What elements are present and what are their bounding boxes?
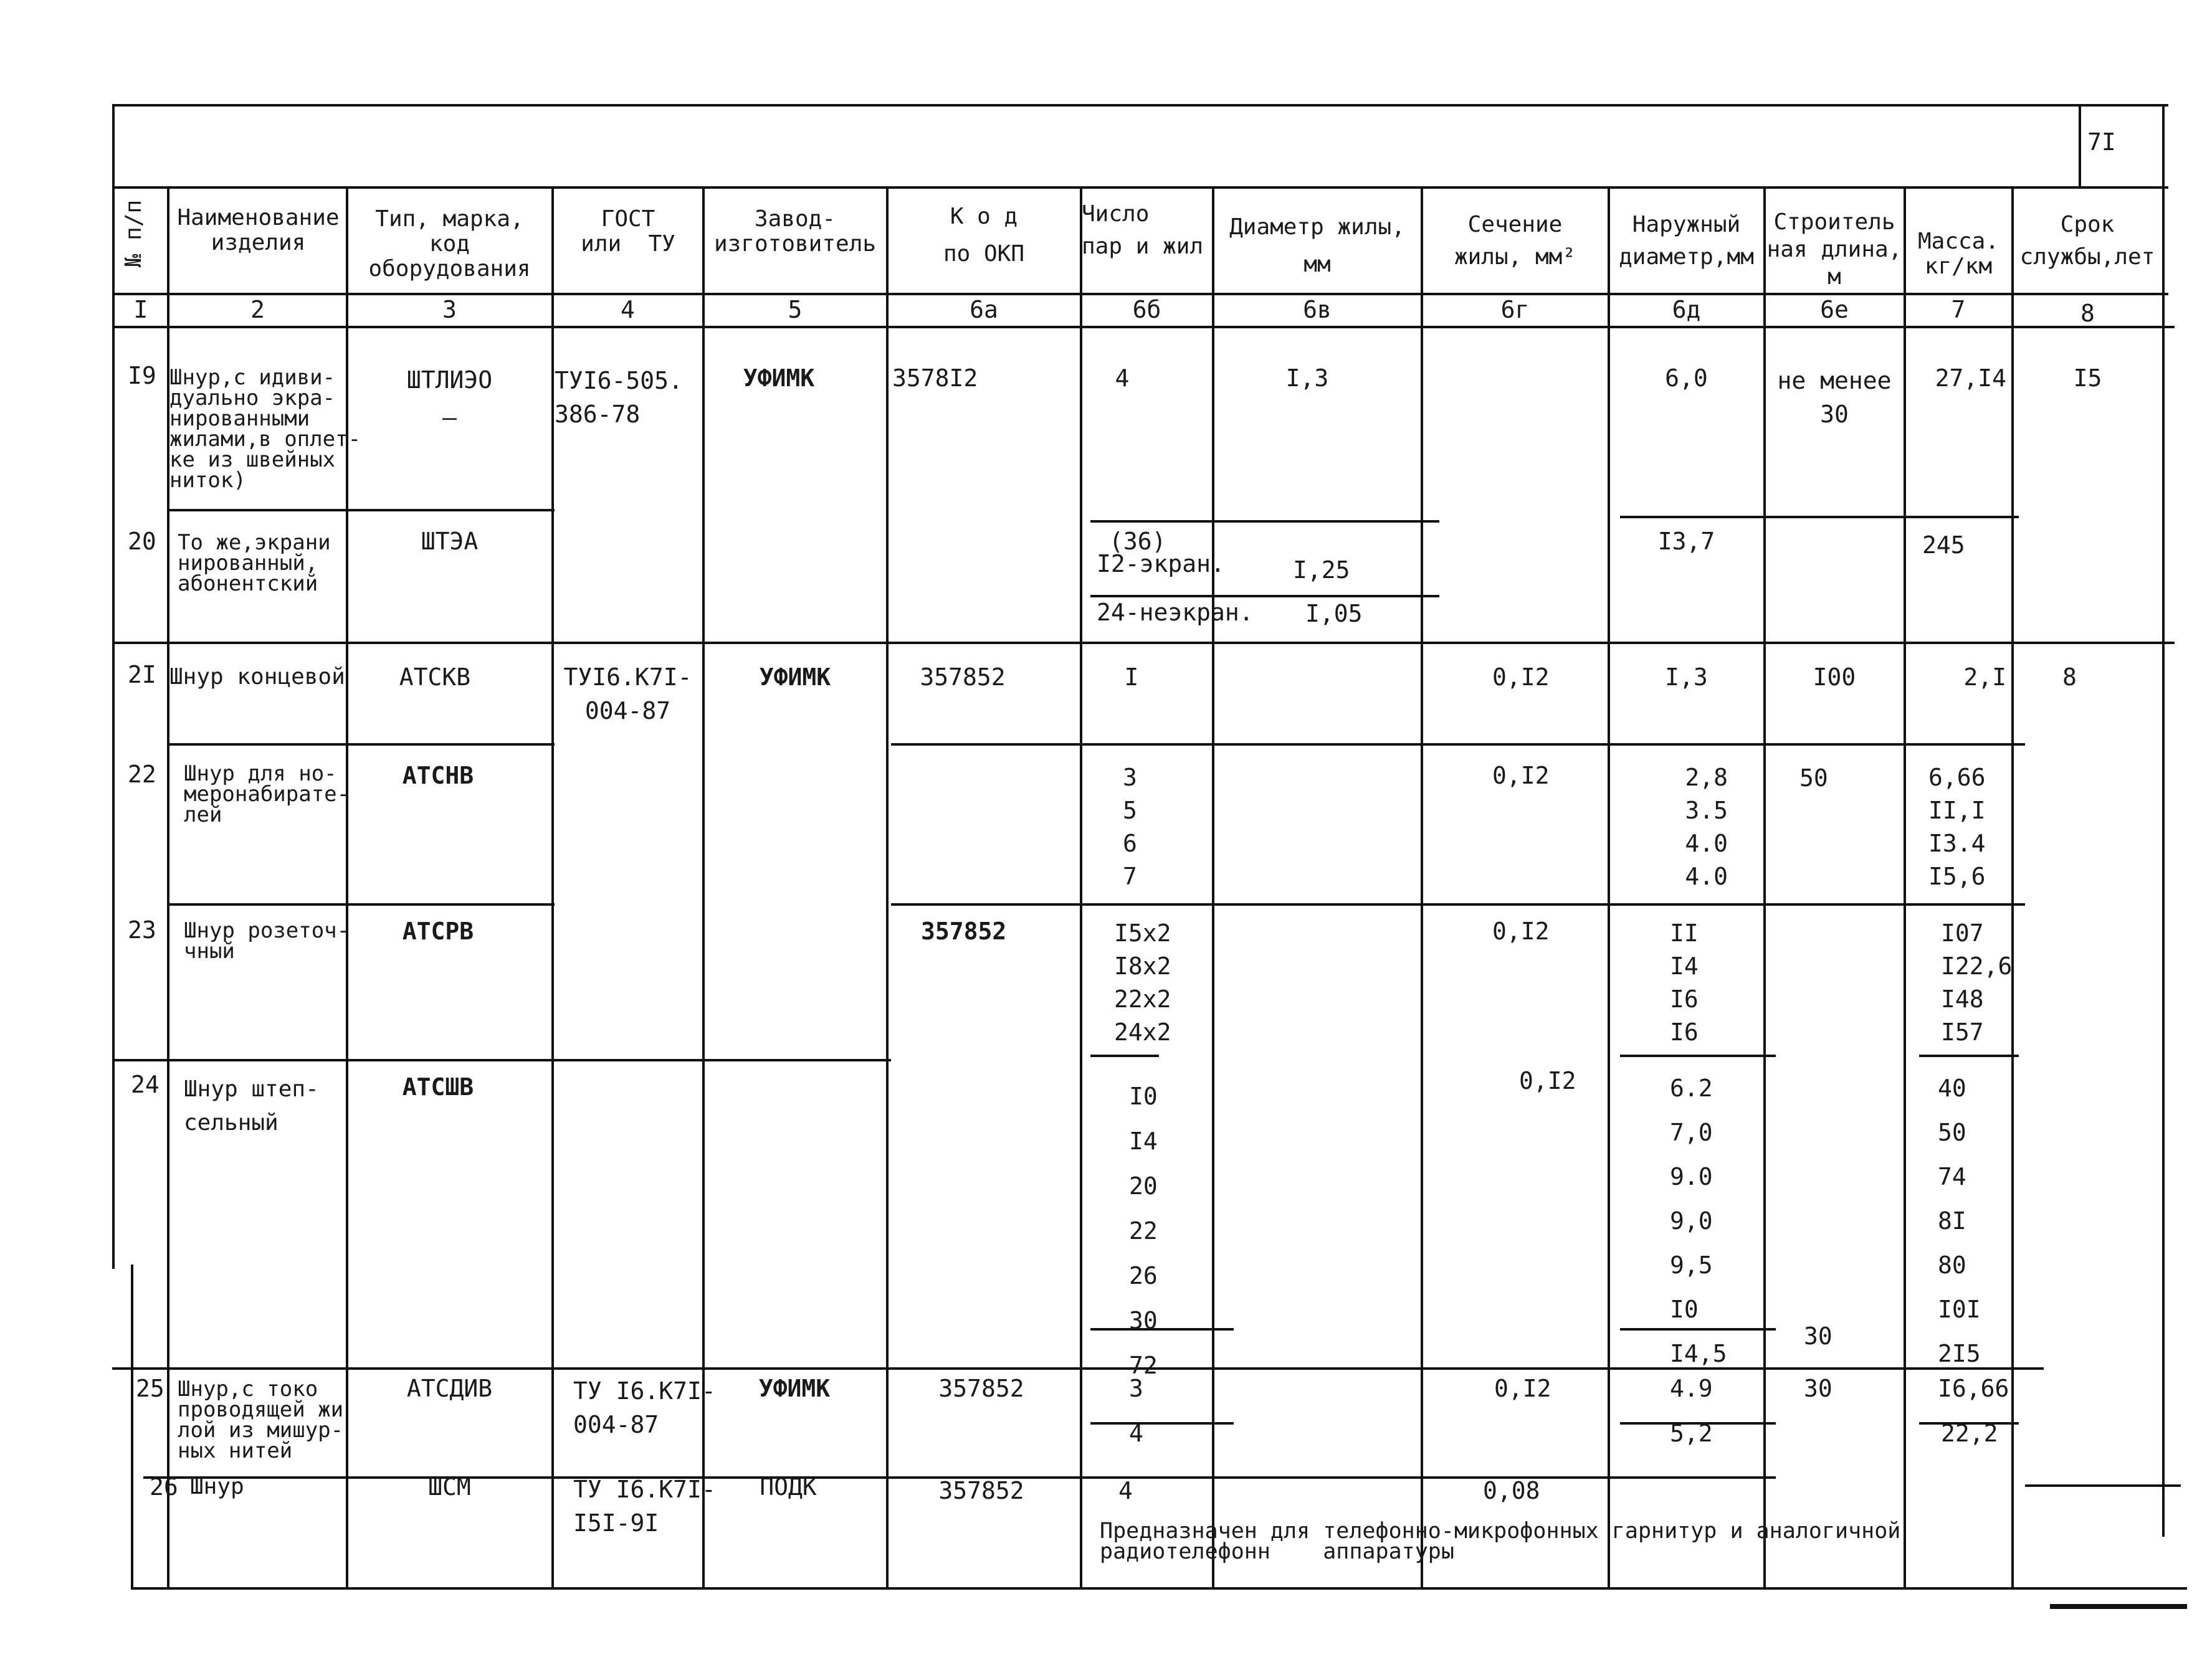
row-num: 2I	[128, 661, 156, 688]
colnum-5: 5	[788, 296, 803, 323]
row-mass: 2,I	[1963, 663, 2006, 691]
row-gost: ТУI6-505. 386-78	[555, 367, 683, 428]
colnum-6a: 6а	[970, 296, 998, 323]
row-outer: I3,7	[1657, 528, 1715, 555]
colnum-8: 8	[2080, 300, 2095, 327]
row-pairs-unscreened: 24-неэкран.	[1097, 599, 1254, 626]
row-num: 22	[128, 761, 156, 788]
row-section: 0,I2	[1519, 1067, 1576, 1094]
row-diam: I,3	[1285, 364, 1329, 392]
header-life: Срок службы,лет	[2019, 212, 2155, 270]
row-pairs: I0 I4 20 22 26 30 72	[1129, 1083, 1158, 1379]
row-gost: ТУI6.К7I- 004-87	[563, 663, 692, 724]
colnum-6b: 6б	[1132, 296, 1161, 323]
header-gost: ГОСТ или ТУ	[581, 206, 675, 257]
row-type: ШТЭА	[421, 528, 479, 555]
row-outer: 6.2 7,0 9.0 9,0 9,5 I0 I4,5	[1670, 1075, 1727, 1367]
row-pairs: 4	[1118, 1477, 1133, 1504]
header-outer: Наружный диаметр,мм	[1619, 212, 1754, 270]
row-outer: I,3	[1665, 663, 1708, 691]
row-name: Шнур концевой	[169, 664, 345, 690]
row-type: ШСМ	[428, 1473, 471, 1501]
row-name: Шнур,с токо проводящей жи лой из мишур- ных нитей	[178, 1377, 344, 1463]
row-num: 25	[136, 1375, 164, 1402]
row-type: АТСКВ	[399, 663, 471, 691]
row-name: Шнур	[190, 1474, 244, 1499]
header-okp: К о д по ОКП	[943, 204, 1025, 267]
row-section: 0,08	[1483, 1477, 1540, 1504]
row-num: I9	[128, 362, 156, 389]
row-mass: 40 50 74 8I 80 I0I 2I5	[1938, 1075, 1981, 1367]
row-type: АТСШВ	[402, 1073, 474, 1101]
row-diam-screened: I,25	[1293, 556, 1350, 584]
row-name: Шнур,с идиви- дуально экра- нированными жилами,в оплет- ке из швейных ниток)	[169, 365, 361, 493]
row-mass: I07 I22,6 I48 I57	[1941, 919, 2013, 1046]
page-number: 7I	[2087, 128, 2116, 156]
row-okp: 357852	[920, 663, 1006, 691]
row-maker: УФИМК	[759, 663, 831, 691]
row-section: 0,I2	[1494, 1375, 1551, 1402]
header-length: Строитель ная длина, м	[1766, 209, 1902, 290]
row-mass: 6,66 II,I I3.4 I5,6	[1928, 764, 1986, 890]
row-maker: ПОДК	[760, 1473, 817, 1501]
header-type: Тип, марка, код оборудования	[368, 206, 531, 282]
colnum-4: 4	[621, 296, 635, 323]
row-length: 50	[1799, 764, 1828, 792]
row-length: 30	[1804, 1322, 1832, 1350]
colnum-6d: 6д	[1672, 296, 1701, 323]
colnum-7: 7	[1951, 296, 1966, 323]
row-section: 0,I2	[1492, 762, 1550, 789]
row-maker: УФИМК	[758, 1375, 831, 1402]
row-mass-b: 22,2	[1941, 1420, 1998, 1447]
row-mass: 245	[1922, 531, 1965, 559]
header-name: Наименование изделия	[177, 205, 340, 255]
row-gost: ТУ I6.К7I- 004-87	[573, 1377, 716, 1438]
row-okp: 357852	[938, 1477, 1024, 1504]
header-maker: Завод- изготовитель	[713, 206, 877, 257]
row-outer: 2,8 3.5 4.0 4.0	[1685, 764, 1728, 890]
row-pairs: I	[1124, 663, 1139, 691]
colnum-3: 3	[442, 296, 457, 323]
header-section: Сечение жилы, мм²	[1454, 212, 1576, 270]
row-length: не менее 30	[1777, 367, 1892, 428]
row-okp: 357852	[921, 918, 1007, 945]
row-pairs: 4	[1115, 364, 1130, 392]
header-pairs: Число пар и жил	[1082, 201, 1204, 259]
row-section: 0,I2	[1492, 918, 1550, 945]
row-type: АТСНВ	[402, 762, 474, 789]
colnum-1: I	[133, 296, 148, 323]
header-mass: Масса. кг/км	[1917, 229, 1999, 279]
header-num: № п/п	[121, 199, 146, 268]
colnum-6g: 6г	[1500, 296, 1530, 323]
row-gost: ТУ I6.К7I- I5I-9I	[573, 1476, 716, 1537]
row-outer: 6,0	[1665, 364, 1708, 392]
row-diam-unscreened: I,05	[1305, 600, 1363, 627]
header-diam: Диаметр жилы, мм	[1229, 214, 1405, 277]
row-num: 24	[131, 1071, 160, 1098]
colnum-2: 2	[250, 296, 265, 323]
row-name: То же,экрани нированный, абонентский	[178, 530, 331, 596]
row-name: Шнур штеп- сельный	[184, 1076, 319, 1136]
row-outer: II I4 I6 I6	[1670, 919, 1699, 1046]
row-maker: УФИМК	[743, 364, 815, 392]
row-type: ШТЛИЭО –	[406, 366, 493, 431]
row-type: АТСДИВ	[406, 1375, 493, 1402]
row-pairs: I5х2 I8х2 22х2 24х2	[1114, 919, 1171, 1046]
row-okp: 357852	[938, 1375, 1024, 1402]
colnum-6v: 6в	[1303, 296, 1332, 323]
row-outer-b: 5,2	[1670, 1420, 1713, 1447]
row-num: 20	[128, 528, 156, 555]
row-pairs-a: 3	[1129, 1375, 1143, 1402]
row-length: 30	[1804, 1375, 1832, 1402]
row-note: Предназначен для телефонно-микрофонных гарнитур и аналогичной радиотелефонн аппаратуры	[1100, 1519, 1901, 1564]
row-pairs-screened: I2-экран.	[1097, 550, 1225, 577]
row-name: Шнур для но- меронабирате- лей	[184, 761, 350, 827]
row-name: Шнур розеточ- чный	[184, 918, 350, 964]
row-pairs: 3 5 6 7	[1123, 764, 1137, 890]
row-okp: 3578I2	[892, 364, 978, 392]
row-num: 26	[150, 1473, 178, 1501]
row-mass: 27,I4	[1935, 364, 2006, 392]
row-mass-a: I6,66	[1938, 1375, 2009, 1402]
row-num: 23	[128, 916, 156, 944]
colnum-6e: 6е	[1820, 296, 1849, 323]
row-section: 0,I2	[1492, 663, 1550, 691]
row-life: I5	[2073, 364, 2102, 392]
row-type: АТСРВ	[402, 918, 474, 945]
row-pairs-b: 4	[1129, 1420, 1143, 1447]
row-outer-a: 4.9	[1670, 1375, 1713, 1402]
row-length: I00	[1813, 663, 1856, 691]
row-life: 8	[2062, 663, 2077, 691]
row-pairs-total: (36)	[1109, 528, 1166, 555]
